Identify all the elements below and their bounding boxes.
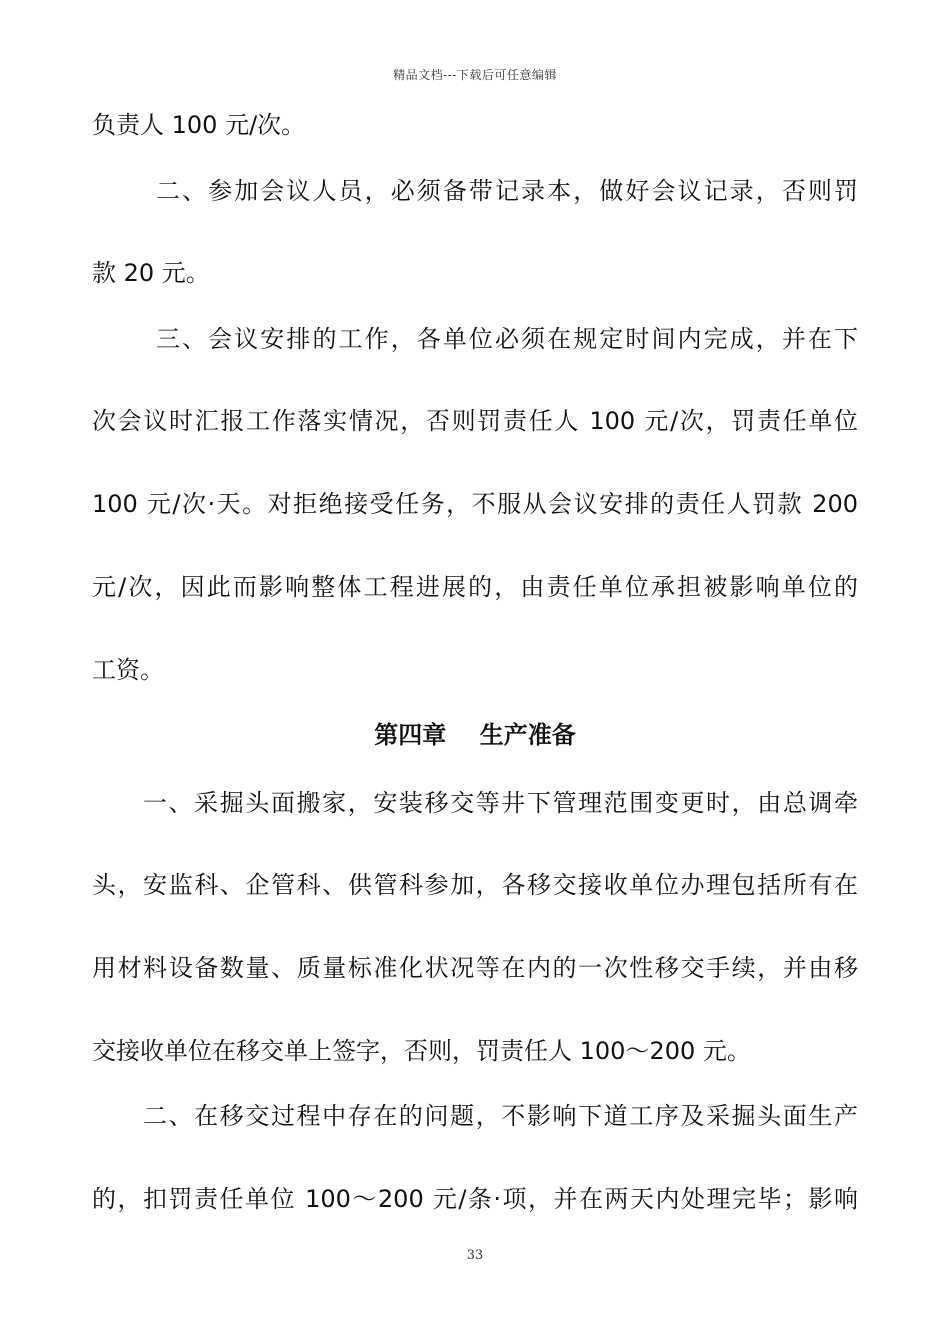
text-line: 款 20 元。 — [92, 259, 210, 287]
text-line: 100 元/次·天。对拒绝接受任务，不服从会议安排的责任人罚款 200 — [92, 490, 858, 518]
text-line: 二、参加会议人员，必须备带记录本，做好会议记录，否则罚 — [156, 177, 858, 205]
text-line: 一、采掘头面搬家，安装移交等井下管理范围变更时，由总调牵 — [143, 789, 858, 817]
text-line: 用材料设备数量、质量标准化状况等在内的一次性移交手续，并由移 — [92, 954, 858, 982]
text-line: 工资。 — [92, 656, 164, 684]
text-line: 二、在移交过程中存在的问题，不影响下道工序及采掘头面生产 — [143, 1102, 858, 1130]
text-line: 次会议时汇报工作落实情况，否则罚责任人 100 元/次，罚责任单位 — [92, 407, 858, 435]
page-number: 33 — [466, 1248, 484, 1263]
chapter-heading: 第四章 生产准备 — [374, 721, 576, 749]
page-header: 精品文档---下载后可任意编辑 — [393, 68, 557, 82]
text-line: 负责人 100 元/次。 — [92, 111, 306, 139]
text-line: 交接收单位在移交单上签字，否则，罚责任人 100～200 元。 — [92, 1037, 751, 1065]
text-line: 头，安监科、企管科、供管科参加，各移交接收单位办理包括所有在 — [92, 871, 858, 899]
text-line: 三、会议安排的工作，各单位必须在规定时间内完成，并在下 — [156, 325, 858, 353]
text-line: 元/次，因此而影响整体工程进展的，由责任单位承担被影响单位的 — [92, 573, 858, 601]
text-line: 的，扣罚责任单位 100～200 元/条·项，并在两天内处理完毕；影响 — [92, 1185, 858, 1213]
